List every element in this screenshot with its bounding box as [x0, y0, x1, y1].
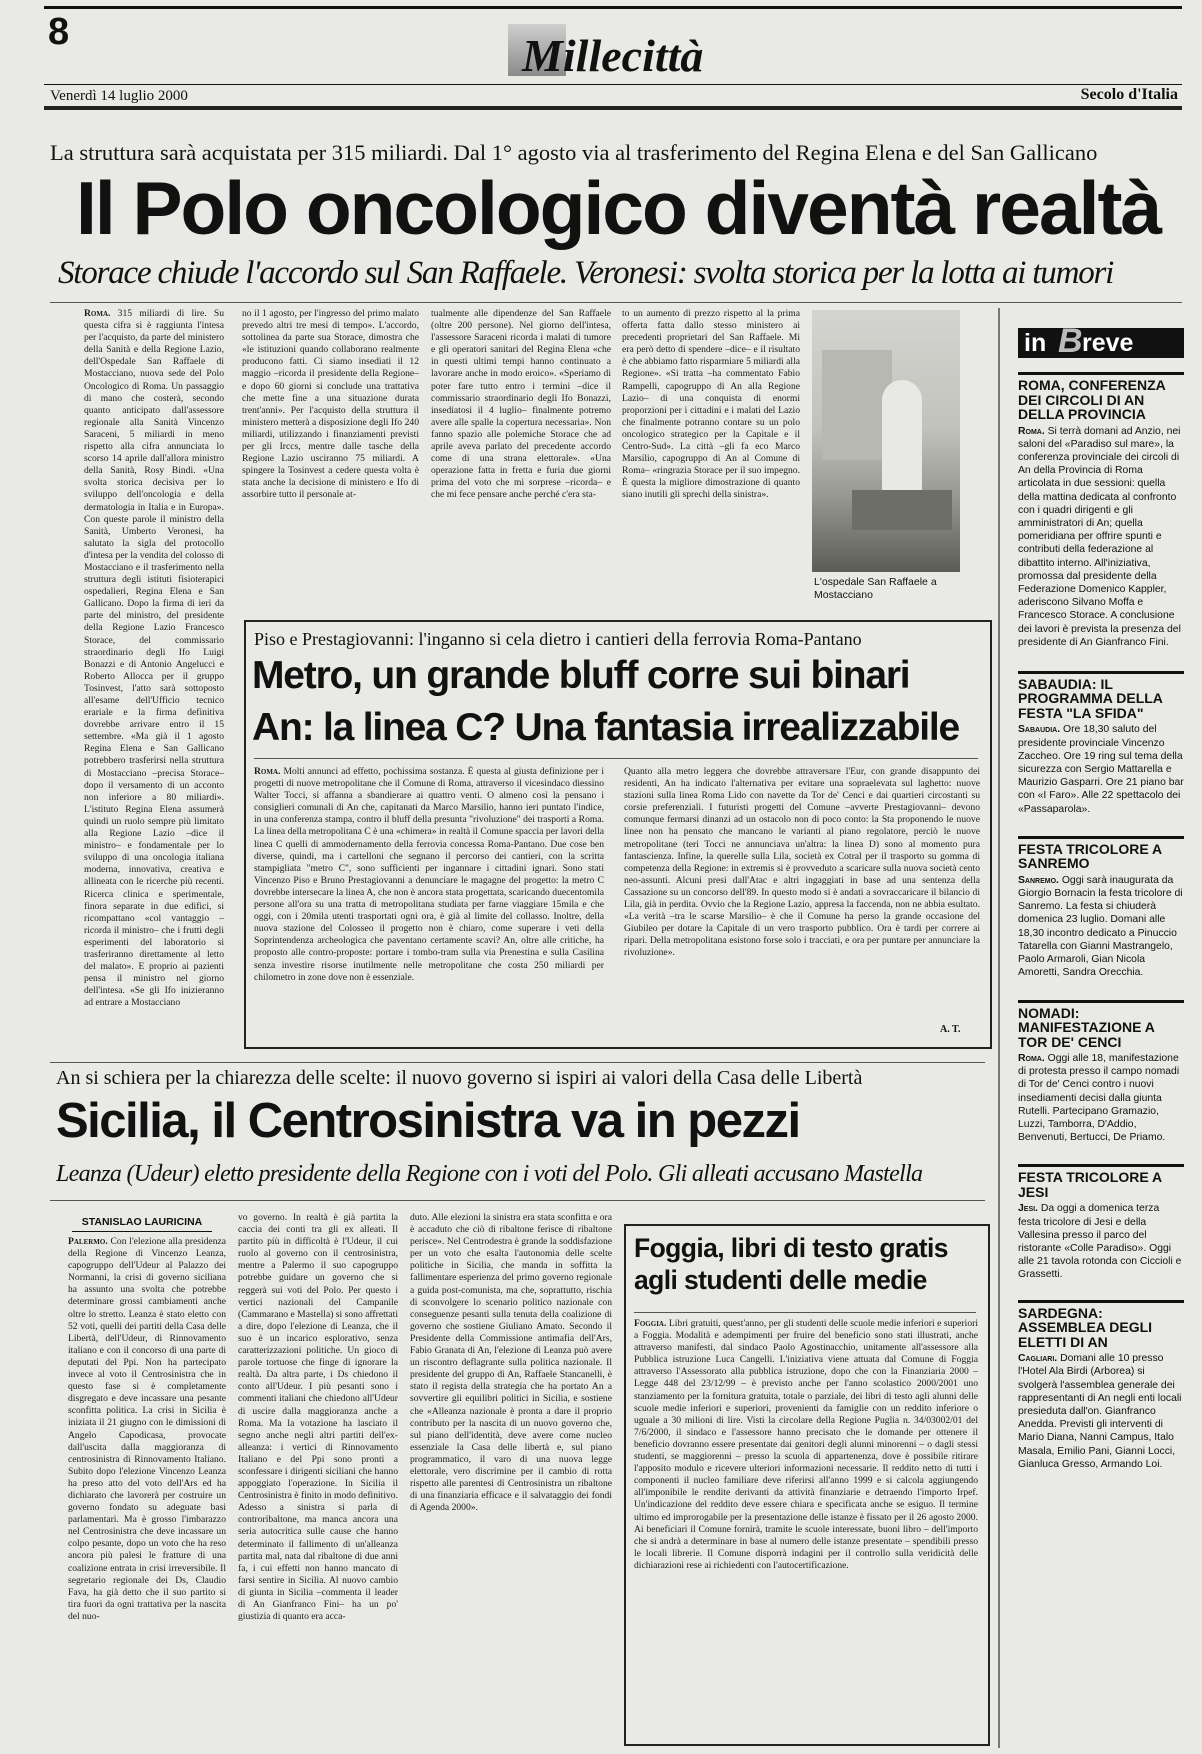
sicilia-subhead: Leanza (Udeur) eletto presidente della Regione con i voti del Polo. Gli alleati accusano Mastella: [56, 1161, 923, 1187]
brief-body: [1018, 1352, 1184, 1471]
main-col-1-text: 315 miliardi di lire. Su questa cifra si è raggiunta l'intesa per l'acquisto, da parte del ministero della Sanità e della Regione Lazio, dell'Ospedale San Raffaele di Mostacciano, nuova sede del Polo Oncologico di Roma. Un passaggio di mano che costerà, secondo quanto anticipato dall'assessore regionale alla Sanità Vincenzo Saraceni, 5 miliardi in meno rispetto alla cifra annunciata lo scorso 14 aprile dall'allora ministro della Sanità, Rosy Bindi. «Una svolta storica decisiva per lo sviluppo dell'oncologia e della dermatologia in Italia e in Europa». Con queste parole il ministro della Sanità, Umberto Veronesi, ha salutato la sigla del protocollo d'intesa per la vendita del colosso di Mostacciano e il trasferimento nella struttura degli istituti fisioterapici ospedalieri, Regina Elena e San Gallicano. Dopo la firma di ieri da parte del ministro, del presidente della Regione Lazio Francesco Storace, del commissario straordinario degli Ifo Luigi Bonazzi e di Antonio Angelucci e Roberto Allocca per il gruppo Tosinvest, l'atto sarà sottoposto all'esame dell'Ufficio tecnico erariale e la firma definitiva dovrebbe arrivare entro il 15 settembre. «Ma già il 1 agosto Regina Elena e San Gallicano potrebbero trasferirsi nella struttura di Mostacciano –precisa Storace– dopo il versamento di un acconto non inferiore a 80 miliardi». L'istituto Regina Elena assumerà quindi un ruolo sempre più limitato alla Regione Lazio –dice il ministro– e fondamentale per lo sviluppo di una oncologia italiana moderna, innovativa, creativa e allineata con le ricerche più recenti. Ricerca clinica e sperimentale, finora separate in due edifici, si ricompattano «col vantaggio –ricorda il ministro– che i frutti degli esperimenti del laboratorio si trasferiranno direttamente al letto del malato». E proprio ai pazienti pensa il ministro nel giorno dell'intesa. «Se gli Ifo inizieranno ad entrare a Mostacciano: [84, 308, 224, 1009]
brief-title: NOMADI: MANIFESTAZIONE A TOR DE' CENCI: [1018, 1000, 1184, 1050]
foggia-head-rule: [634, 1312, 976, 1313]
sicilia-col-2: [238, 1212, 398, 1740]
in-breve-list: [1018, 372, 1184, 1748]
brief-item: [1018, 671, 1184, 816]
main-col-2: [242, 308, 419, 590]
metro-headline-2: An: la linea C? Una fantasia irrealizzabile: [252, 706, 959, 749]
metro-signature: A. T.: [940, 1024, 961, 1035]
brief-text: Da oggi a domenica terza festa tricolore di Jesi e della Vallesina presso il parco del ristorante «Colle Paradiso». Oggi alle 21 tavola rotonda con Ciccioli e Grassetti.: [1018, 1203, 1182, 1281]
brief-title: SARDEGNA: ASSEMBLEA DEGLI ELETTI DI AN: [1018, 1300, 1184, 1350]
brief-body: [1018, 425, 1184, 649]
sicilia-byline: STANISLAO LAURICINA: [72, 1216, 212, 1232]
brief-dateline: Sanremo.: [1018, 874, 1059, 886]
sicilia-dateline: Palermo.: [68, 1236, 108, 1247]
main-kicker: La struttura sarà acquistata per 315 miliardi. Dal 1° agosto via al trasferimento del Regina Elena e del San Gallicano: [50, 140, 1098, 165]
metro-headline-1: Metro, un grande bluff corre sui binari: [252, 654, 910, 697]
top-rule: [44, 6, 1182, 9]
foggia-headline: Foggia, libri di testo gratis agli studenti delle medie: [634, 1233, 948, 1295]
paper-name: Secolo d'Italia: [1080, 86, 1178, 103]
brief-title: SABAUDIA: IL PROGRAMMA DELLA FESTA "LA SFIDA": [1018, 671, 1184, 721]
brief-text: Si terrà domani ad Anzio, nei saloni del «Paradiso sul mare», la conferenza provinciale dei circoli di An della Provincia di Roma articolata in due sessioni: quella della mattina dedicata al confronto con i quadri dirigenti e gli amministratori di An; quella pomeridiana per offrire spunti e contributi della federazione al dibattito interno. All'iniziativa, promossa dal presidente della Federazione Domenico Kappler, aderiscono Silvano Moffa e Francesco Storace. A conclusione dei lavori è prevista la presenza del presidente di An Gianfranco Fini.: [1018, 425, 1181, 648]
issue-date: Venerdì 14 luglio 2000: [50, 88, 188, 104]
metro-col-2-text: Quanto alla metro leggera che dovrebbe attraversare l'Eur, con grande disappunto dei residenti, An ha indicato l'alternativa per evitare una sopraelevata sul laghetto: nuove stazioni sulla linea Roma Lido con navette da Tor de' Cenci e dai quartieri circostanti su corsie preferenziali. I futuristi progetti del Comune –avverte Prestagiovanni– devono comunque fermarsi dinanzi ad un ostacolo non di poco conto: la Sta proponendo le nuove linee non ha pensato che mancano le varianti al piano regolatore, perciò le nuove metropolitane (teri Tocci ne annunciava un'altra: la linea D) sono al momento pura fantascienza. Infine, la querelle sulla Lila, società ex Cotral per il trasporto su gomma di competenza della Regione: in extremis si è provveduto a scaricare sulla nuova società cento neo-assunti. Alcuni presi dall'Atac e altri ingaggiati in base ad una sentenza della Cassazione su un concorso dell'89. In questo modo si è andati a sovraccaricare il bilancio di Lila, già in perdita. Ovvio che la Regione Lazio, appresa la faccenda, non ne abbia esultato. «La verità –tra le scarse Marsilio– è che il Comune ha perso la grande occasione del Giubileo per dotare la Capitale di un vero trasporto pubblico. Ora è tardi per correre ai ripari. Della metropolitana esistono forse solo i tracciati, e ora per puntare per annunciare la rivoluzione».: [624, 766, 980, 959]
main-subhead-rule: [50, 302, 1182, 303]
main-col-2-text: no il 1 agosto, per l'ingresso del primo malato prevedo altri tre mesi di tempo». L'accordo, sottolinea da parte sua Storace, dimostra che «le istituzioni quando collaborano realmente producono fatti. Ci siamo insediati il 12 maggio –ricorda il presidente della Regione– e dopo 60 giorni si conclude una trattativa che mette fine a una situazione durata trent'anni». Per l'acquisto della struttura il ministero metterà a disposizione degli Ifo 240 miliardi, utilizzando i finanziamenti previsti per gli Irccs, mentre dalle tasche della Regione Lazio usciranno 75 miliardi. A spingere la Tosinvest a cedere questa volta è stata anche la decisione di ministero e Ifo di assorbire tutto il personale at-: [242, 308, 419, 501]
foggia-body: [634, 1318, 978, 1734]
brief-title: FESTA TRICOLORE A JESI: [1018, 1164, 1184, 1199]
sicilia-col-2-text: vo governo. In realtà è già partita la caccia dei conti tra gli ex alleati. Il partito più in difficoltà è l'Udeur, il cui ruolo al governo con il centrosinistra, mentre a Palermo il suo capogruppo potrebbe guidare un governo che si reggerà sui voti del Polo. Per questo i vertici nazionali del Campanile (Cammarano e Mastella) si sono affrettati a dire, dopo l'elezione di Leanza, che il suo è un incarico esplorativo, senza caratterizzazioni politiche. Un gioco di parole tortuose che finge di ignorare la realtà. Da altra parte, i Ds chiedono il conto all'Udeur. I più pesanti sono i commenti italiani che chiedono all'Udeur di uscire dalla maggioranza anche a Roma. Ma la votazione ha lasciato il segno anche negli altri partiti dell'ex-alleanza: i vertici di Rinnovamento Italiano e del Ppi sono pronti a sconfessare i dirigenti siciliani che hanno appoggiato l'operazione. In Sicilia il Centrosinistra è finito in modo definitivo. Adesso a sinistra si parla di controribaltone, ma manca ancora una seria autocritica sulle cause che hanno determinato il fallimento di un'alleanza partita mal, nata dal ribaltone di due anni fa, i cui effetti non hanno mancato di farsi sentire in Sicilia. Al nuovo cambio di giunta in Sicilia –commenta il leader di An Gianfranco Fini– ha un po' giustizia di quanto era acca-: [238, 1212, 398, 1623]
brief-item: [1018, 1164, 1184, 1281]
brief-text: Domani alle 10 presso l'Hotel Ala Birdi (Arborea) si svolgerà l'assemblea generale dei rappresentanti di An negli enti locali presieduta dall'on. Gianfranco Anedda. Previsti gli interventi di Mario Diana, Nanni Campus, Italo Masala, Emilio Pani, Gianni Locci, Gianluca Gresso, Armando Loi.: [1018, 1353, 1182, 1470]
foggia-body-text: Libri gratuiti, quest'anno, per gli studenti delle scuole medie inferiori e superiori a Foggia. Modalità e adempimenti per fruire del beneficio sono stati illustrati, anche attraverso manifesti, dal sindaco Paolo Agostinacchio, unitamente all'assessore alla Pubblica istruzione Luca Cangelli. L'iniziativa viene attuata dal Comune di Foggia attraverso l'Assessorato alla pubblica istruzione, dopo che con la Finanziaria 2000 – Legge 448 del 23/12/99 – è previsto anche per l'anno scolastico 2000/2001 uno stanziamento per la fornitura gratuita, totale o parziale, dei libri di testo agli alunni delle scuole medie inferiori e superiori, provenienti da famiglie con un reddito inferiore o uguale a 30 milioni di lire. Visti la circolare della Regione Puglia n. 34/03002/01 del 7/6/2000, il sindaco e l'assessore hanno precisato che le domande per ottenere il beneficio dovranno essere presentate dai genitori degli alunni minorenni – o dagli stessi studenti, se maggiorenni – presso la scuola di appartenenza, dove è possibile ritirare l'apposito modulo e ricevere ulteriori informazioni necessarie. Il reddito netto di tutti i componenti il nucleo familiare deve riferirsi all'anno 1999 e si calcola aggiungendo all'imponibile le rendite derivanti da attività finanziarie e detraendo l'importo Irpef. Un'indicazione del reddito deve essere chiara e specificata anche se esiguo. Il termine ultimo ed improrogabile per la presentazione delle istanze è fissato per il 26 agosto 2000. Ai beneficiari il Comune fornirà, tramite le scuole interessate, buoni libro – dell'importo che si andrà a determinare in base al numero delle istanze presentate – spendibili presso le locali librerie. Il Comune disporrà indagini per il controllo sulla veridicità delle dichiarazioni rese ai richiedenti con l'autocertificazione.: [634, 1318, 978, 1571]
sicilia-col-3: [410, 1212, 612, 1740]
sicilia-kicker: An si schiera per la chiarezza delle scelte: il nuovo governo si ispiri ai valori della Casa delle Libertà: [56, 1067, 863, 1089]
metro-col-1: [254, 766, 604, 1038]
main-col-4: [622, 308, 800, 590]
in-breve-prefix: in: [1024, 329, 1047, 357]
main-subhead: Storace chiude l'accordo sul San Raffaele. Veronesi: svolta storica per la lotta ai tumori: [58, 255, 1114, 291]
page-number: 8: [48, 11, 70, 53]
section-title: Millecittà: [522, 30, 704, 81]
hospital-photo: [812, 310, 960, 572]
brief-dateline: Roma.: [1018, 425, 1045, 437]
in-breve-letter: B: [1058, 322, 1083, 360]
in-breve-logo: [1018, 322, 1184, 360]
brief-title: FESTA TRICOLORE A SANREMO: [1018, 836, 1184, 871]
sicilia-subhead-rule: [50, 1200, 985, 1201]
photo-caption: L'ospedale San Raffaele a Mostacciano: [814, 576, 937, 601]
brief-body: [1018, 1202, 1184, 1281]
brief-body: [1018, 723, 1184, 815]
photo-statue: [882, 380, 922, 500]
brief-text: Ore 18,30 saluto del presidente provinciale Vincenzo Zaccheo. Ore 19 ring sul tema della sicurezza con Sergio Mattarella e Maurizio Gasparri. Ore 21 piano bar con «I Faro». Alle 22 spettacolo dei «Passaparola».: [1018, 724, 1184, 815]
sicilia-col-1-text: Con l'elezione alla presidenza della Regione di Vincenzo Leanza, capogruppo dell'Udeur al Palazzo dei Normanni, la crisi di governo siciliana ha assunto una svolta che potrebbe determinare grossi cambiamenti anche oltre lo stretto. Leanza è stato eletto con 52 voti, quelli dei partiti della Casa delle Libertà, dell'Udeur, di Rinnovamento italiano e con il concorso di una parte di deputati del Ppi. Non ha partecipato invece al voto il Centrosinistra che in questo fase si è completamente disgregato e deve incassare una pesante sconfitta politica. La crisi in Sicilia è iniziata il 21 giugno con le dimissioni di Angelo Capodicasa, provocate dall'uscita dalla maggioranza di centrosinistra di Rinnovamento Italiano. Subito dopo l'elezione Vincenzo Leanza ha preso atto del voto dell'Ars ed ha dichiarato che lavorerà per costruire un governo fondato su adeguate basi parlamentari. Ma è grosso l'imbarazzo nel Centrosinistra che deve incassare un colpo pesante, dopo un voto che ha reso ancora più palesi le fratture di una coalizione entrata in crisi irreversibile. Il segretario regionale dei Ds, Claudio Fava, ha già detto che il suo partito si tira fuori da ogni trattativa per la nascita del nuo-: [68, 1236, 226, 1622]
metro-col-2: [624, 766, 980, 1024]
brief-body: [1018, 1052, 1184, 1144]
sicilia-top-rule: [50, 1062, 985, 1063]
brief-item: [1018, 1300, 1184, 1471]
section-logo: [508, 18, 768, 80]
sicilia-col-1: [68, 1236, 226, 1740]
brief-title: ROMA, CONFERENZA DEI CIRCOLI DI AN DELLA PROVINCIA: [1018, 372, 1184, 422]
main-col-4-text: to un aumento di prezzo rispetto al la prima offerta fatta dallo stesso ministero ai precedenti proprietari del San Raffaele. Mi era però detto di spendere –dice– e il risultato è che abbiamo fatto risparmiare 5 miliardi alla Regione». «Si tratta –ha commentato Fabio Rampelli, capogruppo di An alla Regione Lazio– di una conquista di enormi proporzioni per i cittadini e i malati del Lazio che finalmente potranno contare su un polo oncologico strategico per la Capitale e il Centro-Sud». La città –gli fa eco Marco Marsilio, capogruppo di An al Comune di Roma– «ringrazia Storace per il suo impegno. È questa la migliore dimostrazione di quanto siano inutili gli sprechi della sinistra».: [622, 308, 800, 501]
brief-body: [1018, 874, 1184, 980]
foggia-dateline: Foggia.: [634, 1318, 667, 1329]
main-dateline: Roma.: [84, 308, 111, 319]
sicilia-col-3-text: duto. Alle elezioni la sinistra era stata sconfitta e ora è accaduto che ciò di ribaltone ferisce di ribaltone perisce». Nel Centrodestra è grande la soddisfazione per un voto che esalta l'autonomia delle scelte politiche in Sicilia, che manda in soffitta la fallimentare esperienza del primo governo regionale a guida post-comunista, ma che, soprattutto, rischia di sconvolgere lo scenario politico nazionale con conseguenze pesanti sulla tenuta della coalizione di governo che sostiene Giuliano Amato. Secondo il Presidente della Commissione antimafia dell'Ars, Fabio Granata di An, l'elezione di Leanza può avere un riscontro deflagrante sulla politica nazionale. Il presidente del gruppo di An, Raffaele Stancanelli, è stato il regista della strategia che ha portato An a sovvertire gli equilibri politici in Sicilia, e sostiene che «Alleanza nazionale è pronta a dare il proprio contributo per la nascita di un nuovo governo che, sul piano dell'identità, deve avere come nucleo essenziale la Casa delle libertà e, sul piano programmatico, il varo di una nuova legge elettorale, vero discrimine per il cambio di rotta rispetto alle parentesi di Centrosinistra un ribaltone di una finanziaria efficace e il salvataggio dei fondi di Agenda 2000».: [410, 1212, 612, 1514]
sicilia-headline: Sicilia, il Centrosinistra va in pezzi: [56, 1094, 800, 1148]
metro-dateline: Roma.: [254, 766, 281, 777]
brief-dateline: Jesi.: [1018, 1203, 1038, 1215]
brief-text: Oggi sarà inaugurata da Giorgio Bornacin la festa tricolore di Sanremo. La festa si chiuderà domenica 23 luglio. Domani alle 18,30 incontro dedicato a Pinuccio Tatarella con Gianni Mastrangelo, Paolo Armaroli, Gian Nicola Amoretti, Sandra Orecchia.: [1018, 874, 1183, 979]
metro-col-1-text: Molti annunci ad effetto, pochissima sostanza. È questa al giusta definizione per i progetti di nuove metropolitane che il Comune di Roma, attraverso il vicesindaco diessino Walter Tocci, si affanna a sbandierare ai quattro venti. O almeno così la pensano i consiglieri comunali di An che, capitanati da Marco Marsilio, hanno ieri puntato l'indice, in una conferenza stampa, contro il bluff della presunta "rivoluzione" dei trasporti a Roma. La linea della metropolitana C è una «chimera» in realtà il Comune spaccia per lavori della linea C quelli di ammodernamento della ferrovia concessa Roma-Pantano. Due cose ben diverse, quindi, ma i cartelloni che segnano il percorso dei cantieri, con la scritta stampigliata "metro C", sono sufficienti per ingannare i cittadini ignari. Sono stati Vincenzo Piso e Bruno Prestagiovanni a denunciare le magagne del progetto: la metro C dovrebbe intersecare la linea A, che non è ancora stata progettata, scaricando duecentomila persone all'ora su una tratta di metropolitana studiata per farne viaggiare 15mila e che oggi, con i 20mila utenti trasportati ogni ora, è già al limite del collasso. Inoltre, della nuova stazione del Colosseo il progetto non è chiaro, come superare i veti della Soprintendenza archeologica che paventano certamente scavi? An, oltre alle critiche, ha proposto alle contro-proposte: portare i tombo-tram sulla via Prenestina e sulla Casilina senza investire risorse inutilmente nelle metropolitane che costa 250 miliardi per chilometro in zone dove non è essenziale.: [254, 766, 604, 983]
brief-text: Oggi alle 18, manifestazione di protesta presso il campo nomadi di Tor de' Cenci contro i nuovi insediamenti decisi dalla giunta Rutelli. Partecipano Gramazio, Luzzi, Tamborra, D'Addio, Benvenuti, Bertucci, De Priamo.: [1018, 1053, 1180, 1144]
brief-dateline: Roma.: [1018, 1053, 1045, 1064]
brief-item: [1018, 836, 1184, 980]
brief-dateline: Sabaudia.: [1018, 724, 1061, 736]
sidebar-divider: [998, 308, 1000, 1748]
in-breve-suffix: reve: [1082, 329, 1134, 357]
date-line-rule: [44, 84, 1182, 85]
metro-head-rule: [254, 758, 978, 759]
main-headline: Il Polo oncologico diventà realtà: [76, 166, 1161, 250]
metro-kicker: Piso e Prestagiovanni: l'inganno si cela dietro i cantieri della ferrovia Roma-Pantano: [254, 629, 862, 649]
brief-dateline: Cagliari.: [1018, 1353, 1058, 1365]
main-col-3: [431, 308, 611, 590]
header-bottom-rule: [44, 106, 1182, 110]
brief-item: [1018, 1000, 1184, 1145]
photo-base: [852, 490, 952, 530]
main-col-3-text: tualmente alle dipendenze del San Raffaele (oltre 200 persone). Nel giorno dell'intesa, l'assessore Saraceni ricorda i malati di tumore e gli operatori sanitari del Regina Elena «che in questi ultimi tempi hanno continuato a lavorare anche in modo eroico». «Speriamo di poter fare tutto entro i termini –dice il commissario straordinario degli Ifo Bonazzi, insediatosi il 4 luglio– finalmente potremo avere alle spalle la copertura necessaria». Non fanno spazio alle polemiche Storace che ad aprile aveva parlato del precedente accordo come di una strana elettorale». «Una operazione fatta in fretta e furia due giorni prima del voto che mi sorprese –ricorda– e che mi fece pensare anche perché c'era sta-: [431, 308, 611, 501]
brief-item: [1018, 372, 1184, 649]
main-col-1: [84, 308, 224, 1038]
